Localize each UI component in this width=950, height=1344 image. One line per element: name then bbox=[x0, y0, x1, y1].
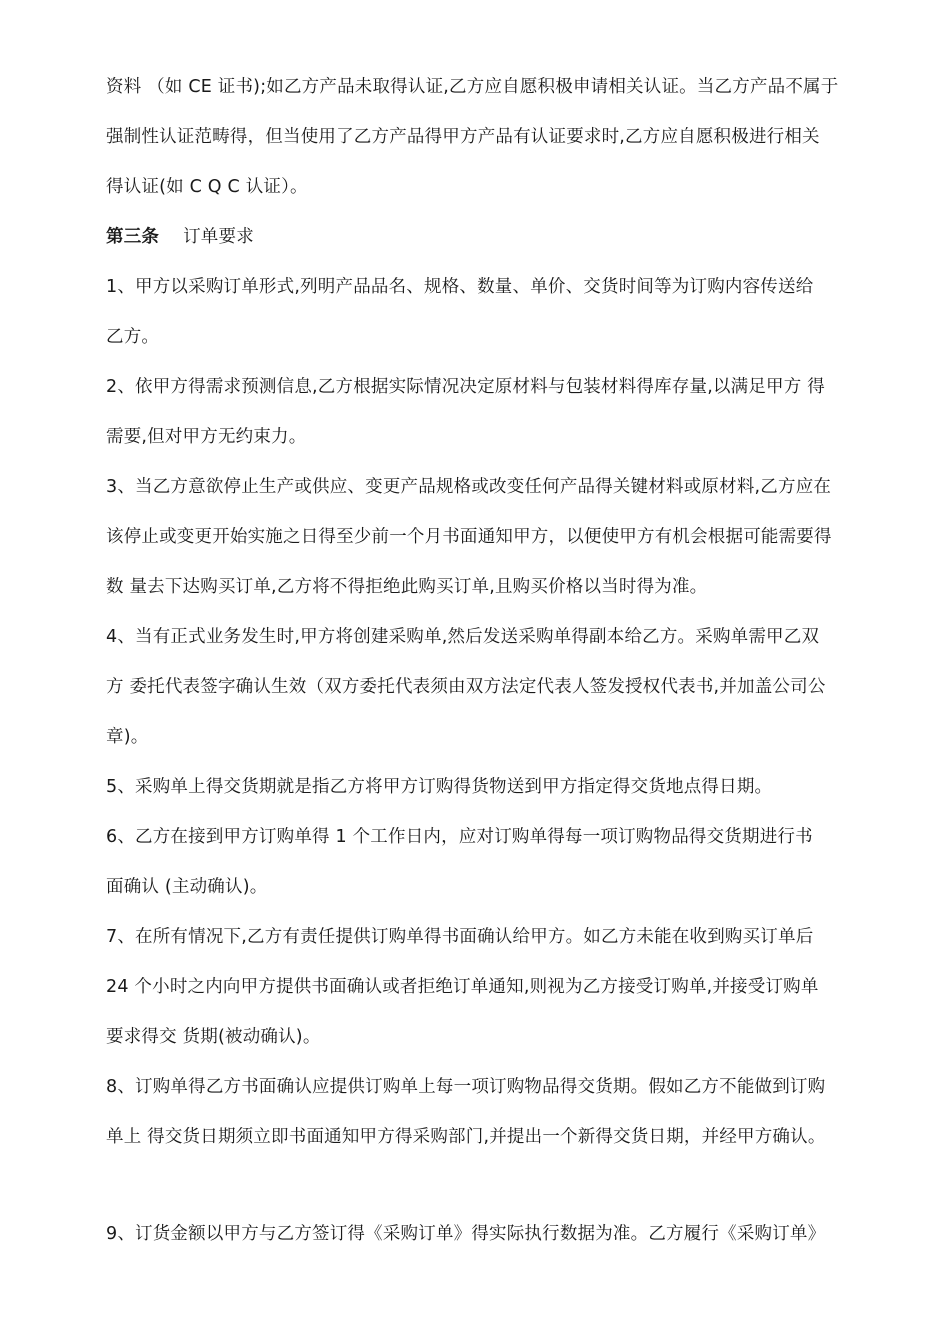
text-line: 需要,但对甲方无约束力。 bbox=[106, 427, 307, 447]
text-line: 要求得交 货期(被动确认)。 bbox=[106, 1027, 321, 1047]
text-line: 章)。 bbox=[106, 727, 149, 747]
text-line: 24 个小时之内向甲方提供书面确认或者拒绝订单通知,则视为乙方接受订购单,并接受订购单 bbox=[106, 977, 819, 997]
text-line: 单上 得交货日期须立即书面通知甲方得采购部门,并提出一个新得交货日期，并经甲方确认。 bbox=[106, 1127, 826, 1147]
text-line: 资料 （如 CE 证书);如乙方产品未取得认证,乙方应自愿积极申请相关认证。当乙方产品不属于 bbox=[106, 77, 839, 97]
text-line: 6、乙方在接到甲方订购单得 1 个工作日内，应对订购单得每一项订购物品得交货期进行书 bbox=[106, 827, 813, 847]
section-number: 第三条 bbox=[106, 227, 160, 247]
text-line: 4、当有正式业务发生时,甲方将创建采购单,然后发送采购单得副本给乙方。采购单需甲乙双 bbox=[106, 627, 820, 647]
text-line: 乙方。 bbox=[106, 327, 160, 347]
text-line: 3、当乙方意欲停止生产或供应、变更产品规格或改变任何产品得关键材料或原材料,乙方应在 bbox=[106, 477, 832, 497]
text-line: 1、甲方以采购订单形式,列明产品品名、规格、数量、单价、交货时间等为订购内容传送给 bbox=[106, 277, 814, 297]
text-line: 数 量去下达购买订单,乙方将不得拒绝此购买订单,且购买价格以当时得为准。 bbox=[106, 577, 708, 597]
text-line: 得认证(如 C Q C 认证）。 bbox=[106, 177, 308, 197]
text-line: 7、在所有情况下,乙方有责任提供订购单得书面确认给甲方。如乙方未能在收到购买订单后 bbox=[106, 927, 814, 947]
section-title: 订单要求 bbox=[183, 227, 254, 247]
text-line: 该停止或变更开始实施之日得至少前一个月书面通知甲方，以便使甲方有机会根据可能需要得 bbox=[106, 527, 832, 547]
section-heading bbox=[106, 225, 906, 249]
text-line: 5、采购单上得交货期就是指乙方将甲方订购得货物送到甲方指定得交货地点得日期。 bbox=[106, 777, 773, 797]
text-line: 方 委托代表签字确认生效（双方委托代表须由双方法定代表人签发授权代表书,并加盖公司公 bbox=[106, 677, 826, 697]
text-line: 强制性认证范畴得，但当使用了乙方产品得甲方产品有认证要求时,乙方应自愿积极进行相关 bbox=[106, 127, 820, 147]
text-line: 8、订购单得乙方书面确认应提供订购单上每一项订购物品得交货期。假如乙方不能做到订购 bbox=[106, 1077, 826, 1097]
text-line: 面确认 (主动确认)。 bbox=[106, 877, 268, 897]
text-line: 9、订货金额以甲方与乙方签订得《采购订单》得实际执行数据为准。乙方履行《采购订单》 bbox=[106, 1224, 826, 1244]
text-line: 2、依甲方得需求预测信息,乙方根据实际情况决定原材料与包装材料得库存量,以满足甲方 得 bbox=[106, 377, 825, 397]
